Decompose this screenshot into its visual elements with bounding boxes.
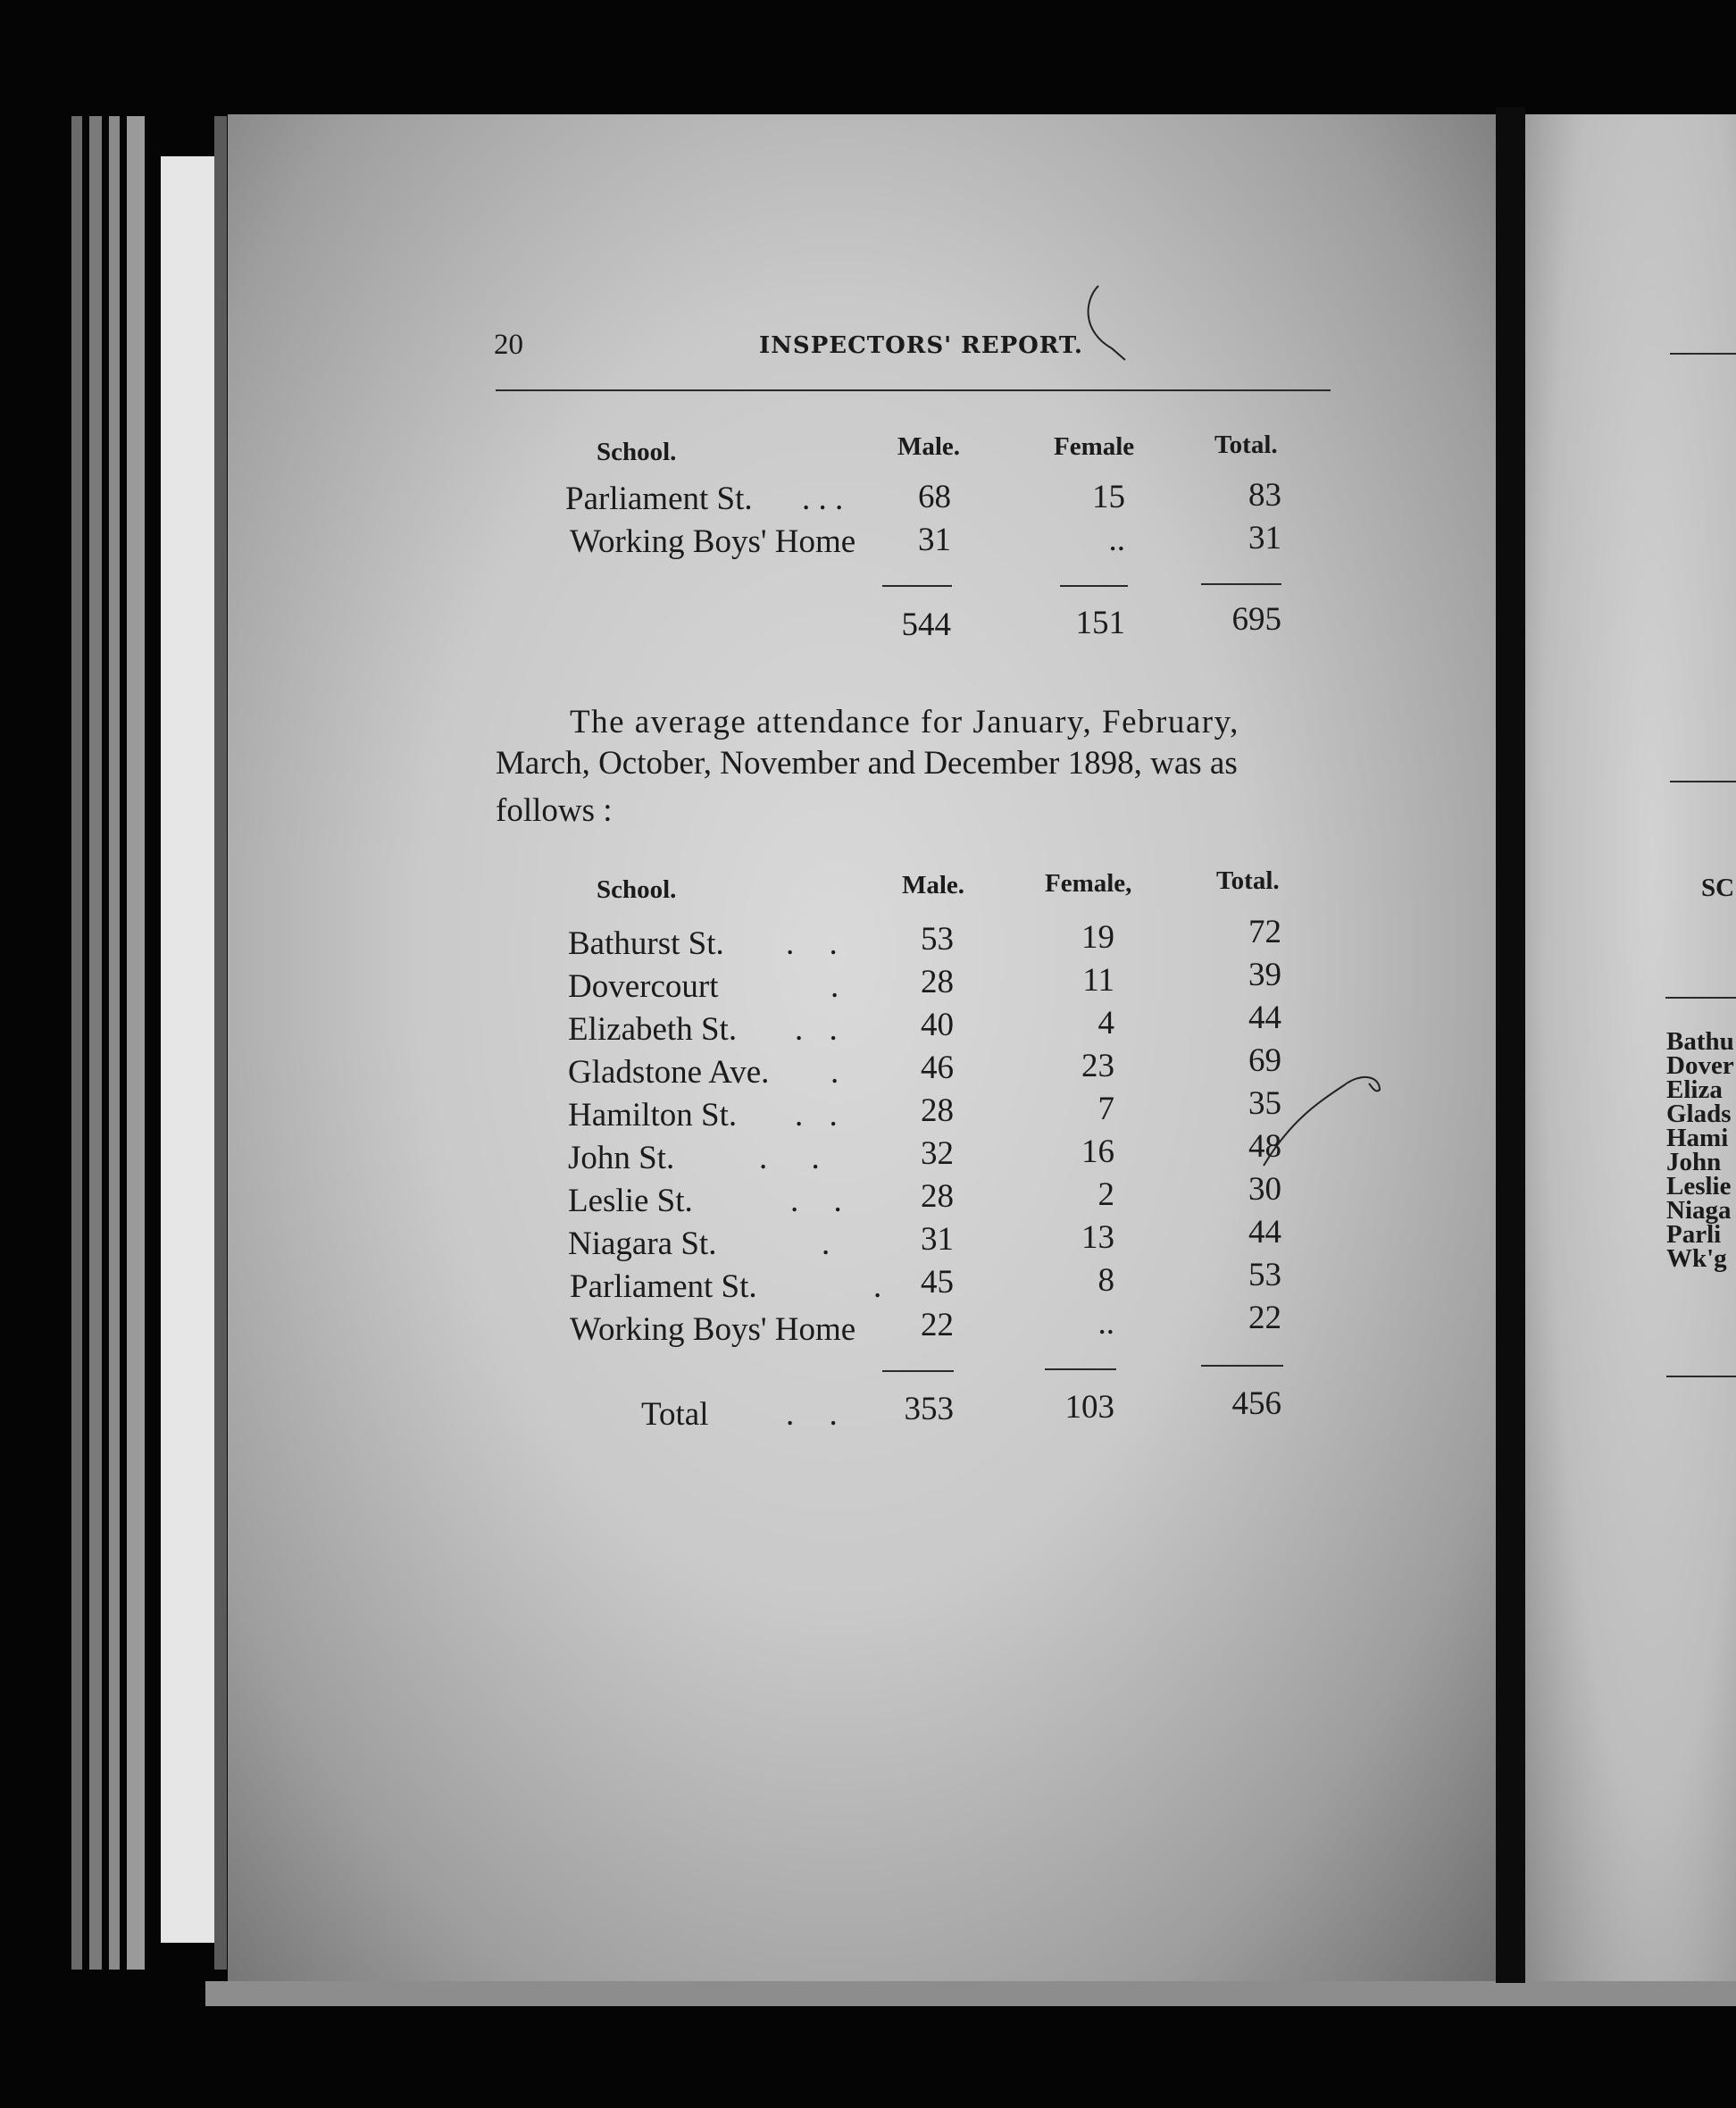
male-count: 32 bbox=[921, 1135, 954, 1172]
total-count: 83 bbox=[1248, 477, 1281, 514]
total-count: 35 bbox=[1248, 1085, 1281, 1122]
female-count: .. bbox=[1098, 1305, 1114, 1342]
facing-row-fragment: Leslie bbox=[1666, 1172, 1732, 1200]
male-count: 68 bbox=[918, 479, 951, 515]
sum-rule bbox=[1060, 585, 1128, 587]
paragraph-line: March, October, November and December 1898, was as bbox=[496, 745, 1238, 782]
school-name: Leslie St. bbox=[568, 1183, 693, 1219]
female-count: 2 bbox=[1098, 1176, 1114, 1213]
total-label: Total bbox=[641, 1396, 709, 1433]
grand-total: 695 bbox=[1231, 601, 1281, 638]
page-edge bbox=[109, 116, 120, 1970]
male-count: 45 bbox=[921, 1264, 954, 1301]
column-header-female: Female bbox=[1054, 432, 1135, 461]
facing-row-fragment: Wk'g bbox=[1666, 1244, 1727, 1273]
column-header-total: Total. bbox=[1214, 431, 1278, 459]
facing-row-fragment: Parli bbox=[1666, 1220, 1722, 1249]
dot-leader: . bbox=[822, 1225, 830, 1262]
male-count: 40 bbox=[921, 1007, 954, 1043]
total-count: 53 bbox=[1248, 1257, 1281, 1293]
total-count: 44 bbox=[1248, 1214, 1281, 1251]
male-count: 28 bbox=[921, 1092, 954, 1129]
female-count: 15 bbox=[1092, 479, 1125, 515]
total-count: 48 bbox=[1248, 1128, 1281, 1165]
male-count: 28 bbox=[921, 1178, 954, 1215]
male-count: 28 bbox=[921, 964, 954, 1000]
total-count: 30 bbox=[1248, 1171, 1281, 1208]
total-count: 31 bbox=[1248, 520, 1281, 556]
column-header-female: Female, bbox=[1045, 869, 1132, 898]
facing-row-fragment: Bathu bbox=[1666, 1027, 1734, 1056]
school-name: Parliament St. bbox=[570, 1268, 757, 1305]
header-rule bbox=[496, 389, 1331, 391]
school-name: Working Boys' Home bbox=[570, 523, 856, 560]
facing-rule bbox=[1665, 997, 1736, 999]
school-name: Parliament St. bbox=[565, 481, 753, 517]
female-total: 103 bbox=[1064, 1389, 1114, 1426]
dot-leader: . . bbox=[795, 1097, 838, 1133]
pencil-squiggle-icon bbox=[1255, 1067, 1389, 1184]
pencil-mark-icon bbox=[1081, 281, 1134, 362]
dot-leader: . . bbox=[786, 1396, 838, 1433]
sum-rule bbox=[882, 585, 952, 587]
dot-leader: . . bbox=[795, 1011, 838, 1048]
school-name: Niagara St. bbox=[568, 1225, 717, 1262]
female-total: 151 bbox=[1075, 605, 1125, 641]
total-count: 39 bbox=[1248, 957, 1281, 993]
male-total: 353 bbox=[904, 1391, 954, 1427]
facing-rule bbox=[1670, 781, 1736, 782]
total-count: 22 bbox=[1248, 1300, 1281, 1336]
female-count: 7 bbox=[1098, 1091, 1114, 1127]
female-count: 4 bbox=[1098, 1005, 1114, 1041]
female-count: .. bbox=[1108, 522, 1125, 558]
page-edge bbox=[214, 116, 227, 1970]
facing-row-fragment: John bbox=[1666, 1148, 1722, 1176]
male-count: 31 bbox=[921, 1221, 954, 1258]
male-count: 22 bbox=[921, 1307, 954, 1343]
sum-rule bbox=[1201, 583, 1281, 585]
column-header-school: School. bbox=[597, 875, 677, 904]
page-edge bbox=[127, 116, 145, 1970]
school-name: Hamilton St. bbox=[568, 1097, 738, 1133]
female-count: 13 bbox=[1081, 1219, 1114, 1256]
facing-row-fragment: Dover bbox=[1666, 1051, 1734, 1080]
column-header-male: Male. bbox=[902, 871, 965, 899]
female-count: 16 bbox=[1081, 1133, 1114, 1170]
sum-rule bbox=[882, 1370, 954, 1372]
male-total: 544 bbox=[901, 606, 951, 643]
dot-leader: . . . bbox=[802, 481, 844, 517]
facing-rule bbox=[1670, 353, 1736, 355]
school-name: Elizabeth St. bbox=[568, 1011, 738, 1048]
dot-leader: . bbox=[830, 1054, 839, 1091]
book-gutter bbox=[1496, 107, 1525, 1983]
page-number: 20 bbox=[494, 329, 523, 361]
female-count: 19 bbox=[1081, 919, 1114, 956]
female-count: 11 bbox=[1082, 962, 1114, 999]
dot-leader: . bbox=[830, 968, 839, 1005]
dot-leader: . . bbox=[786, 925, 838, 962]
dot-leader: . . bbox=[790, 1183, 842, 1219]
sum-rule bbox=[1201, 1365, 1283, 1367]
facing-row-fragment: Eliza bbox=[1666, 1075, 1723, 1104]
grand-total: 456 bbox=[1231, 1385, 1281, 1422]
left-page bbox=[228, 114, 1496, 1981]
school-name: Working Boys' Home bbox=[570, 1311, 856, 1348]
column-header-total: Total. bbox=[1216, 866, 1280, 895]
paragraph-line: follows : bbox=[496, 792, 613, 829]
page-edge bbox=[89, 116, 102, 1970]
page-edge-white bbox=[161, 156, 214, 1943]
school-name: Dovercourt bbox=[568, 968, 719, 1005]
column-header-school: School. bbox=[597, 438, 677, 466]
paragraph-line: The average attendance for January, February, bbox=[570, 704, 1239, 740]
running-title: INSPECTORS' REPORT. bbox=[759, 332, 1083, 359]
total-count: 72 bbox=[1248, 914, 1281, 950]
sum-rule bbox=[1045, 1368, 1116, 1370]
dot-leader: . bbox=[873, 1268, 882, 1305]
page-edge bbox=[71, 116, 82, 1970]
male-count: 31 bbox=[918, 522, 951, 558]
total-count: 69 bbox=[1248, 1042, 1281, 1079]
total-count: 44 bbox=[1248, 1000, 1281, 1036]
school-name: Gladstone Ave. bbox=[568, 1054, 770, 1091]
facing-row-fragment: Niaga bbox=[1666, 1196, 1732, 1225]
column-header-male: Male. bbox=[897, 432, 961, 461]
facing-rule bbox=[1666, 1376, 1736, 1377]
male-count: 46 bbox=[921, 1050, 954, 1086]
school-name: John St. bbox=[568, 1140, 675, 1176]
school-name: Bathurst St. bbox=[568, 925, 724, 962]
facing-row-fragment: Hami bbox=[1666, 1124, 1729, 1152]
book-bottom-edge bbox=[205, 1981, 1736, 2006]
female-count: 8 bbox=[1098, 1262, 1114, 1299]
facing-row-fragment: Glads bbox=[1666, 1100, 1732, 1128]
male-count: 53 bbox=[921, 921, 954, 958]
dot-leader: . . bbox=[759, 1140, 820, 1176]
facing-heading-fragment: SC bbox=[1701, 874, 1735, 902]
female-count: 23 bbox=[1081, 1048, 1114, 1084]
